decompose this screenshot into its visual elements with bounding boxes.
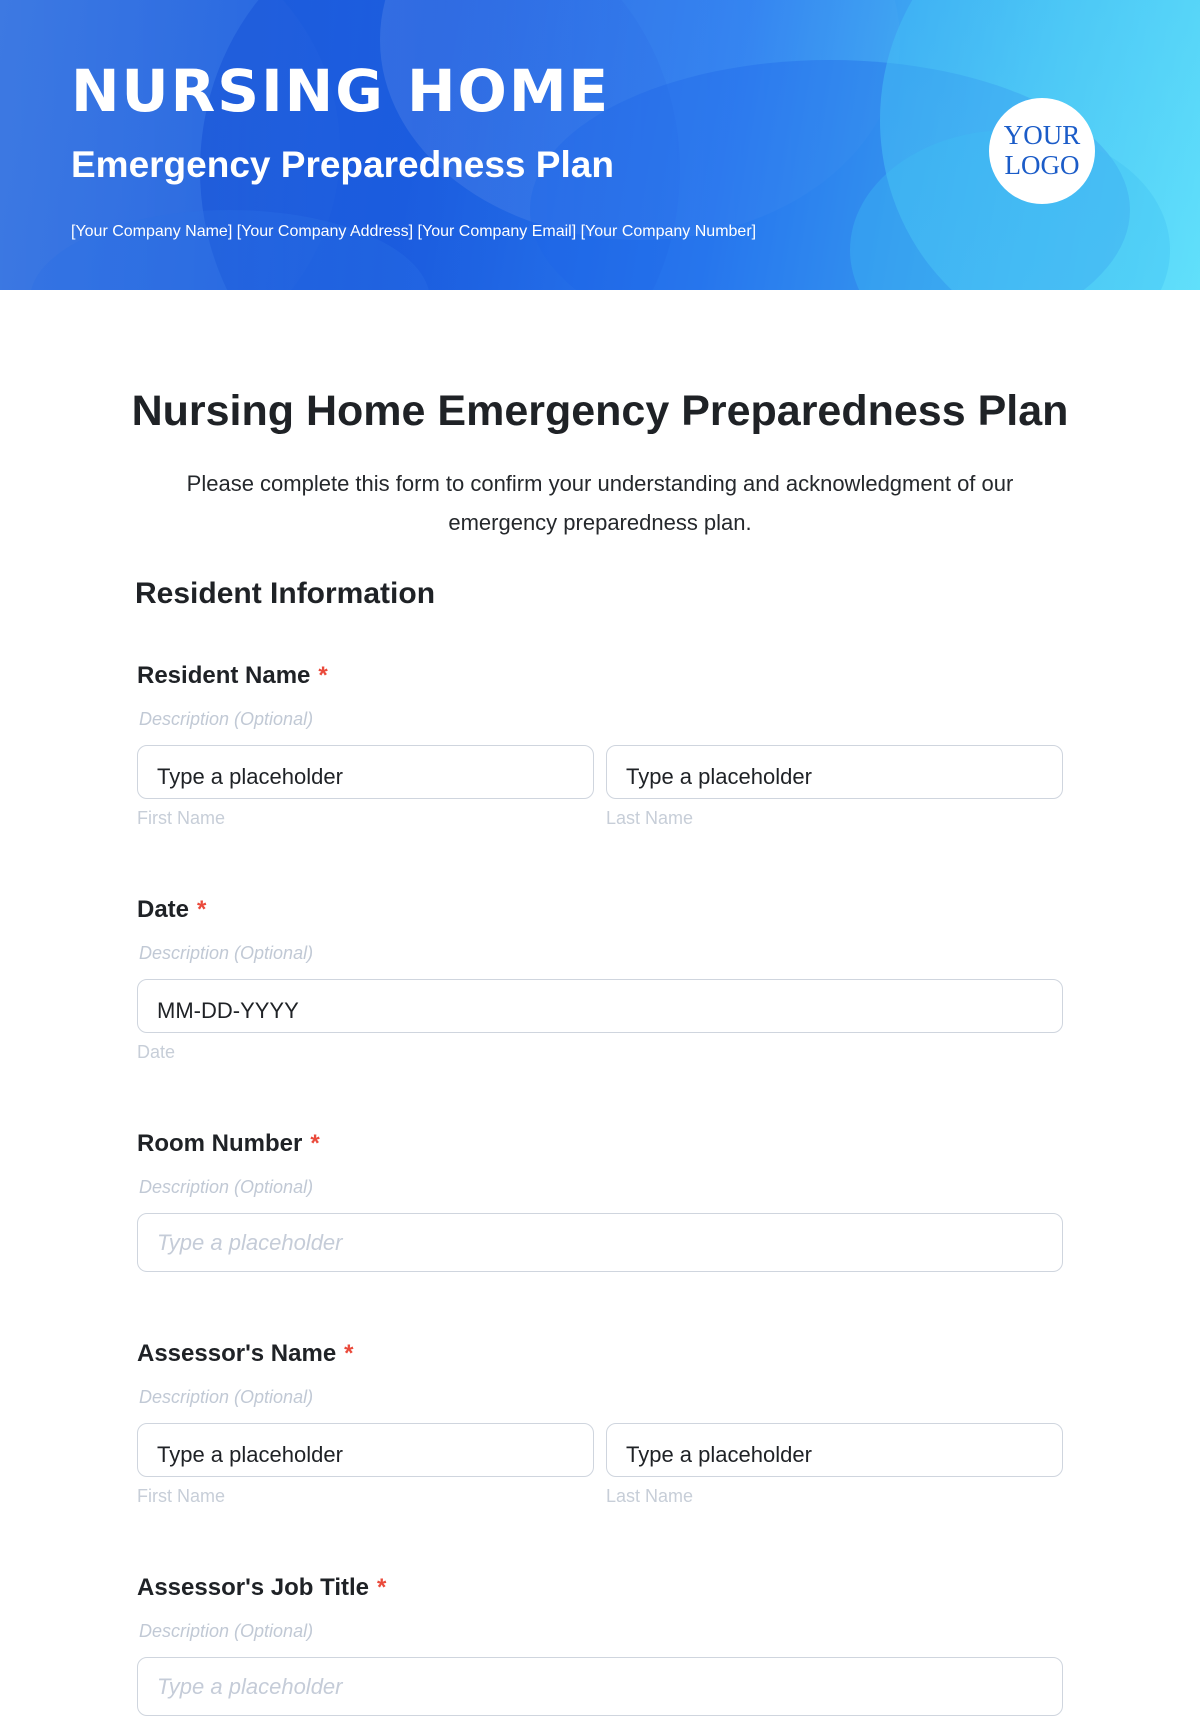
resident-first-name-sublabel: First Name [137,808,226,828]
assessor-job-title-description: Description (Optional) [139,1621,314,1641]
date-description: Description (Optional) [139,943,314,963]
form-intro: Please complete this form to confirm your understanding and acknowledgment of our emergency preparedness plan. [186,471,1014,535]
assessor-job-title-input[interactable] [137,1657,1063,1716]
room-number-placeholder: Type a placeholder [157,1229,343,1255]
assessor-last-name-value: Type a placeholder [626,1442,812,1467]
date-value: MM-DD-YYYY [157,998,299,1023]
required-marker: * [310,1130,320,1157]
assessor-job-title-label-text: Assessor's Job Title [137,1574,370,1601]
resident-first-name-input[interactable] [137,745,594,799]
form-title: Nursing Home Emergency Preparedness Plan [131,387,1069,435]
company-logo [989,98,1095,204]
assessor-last-name-input[interactable] [606,1423,1063,1477]
resident-name-label-text: Resident Name [137,662,311,689]
assessor-job-title-label [137,1576,386,1600]
resident-last-name-sublabel: Last Name [606,808,694,828]
date-sublabel: Date [137,1042,176,1062]
logo-text-line1: YOUR [1003,120,1081,151]
room-number-label [137,1132,320,1156]
banner-title: NURSING HOME [71,57,611,125]
resident-first-name-value: Type a placeholder [157,764,343,789]
room-number-description: Description (Optional) [139,1177,314,1197]
assessor-name-description: Description (Optional) [139,1387,314,1407]
room-number-input[interactable] [137,1213,1063,1272]
assessor-first-name-sublabel: First Name [137,1486,226,1506]
assessor-first-name-value: Type a placeholder [157,1442,343,1467]
required-marker: * [344,1340,354,1367]
assessor-name-label [137,1342,354,1366]
date-label-text: Date [137,896,190,923]
date-input[interactable] [137,979,1063,1033]
resident-name-description: Description (Optional) [139,709,314,729]
header-banner [0,0,1200,290]
required-marker: * [318,662,328,689]
company-info: [Your Company Name] [Your Company Address] [Your Company Email] [Your Company Number] [71,223,757,240]
resident-last-name-input[interactable] [606,745,1063,799]
assessor-last-name-sublabel: Last Name [606,1486,694,1506]
date-label [137,898,206,922]
assessor-job-title-placeholder: Type a placeholder [157,1673,343,1699]
resident-name-label [137,664,328,688]
section-heading-resident-information: Resident Information [135,577,436,610]
assessor-first-name-input[interactable] [137,1423,594,1477]
room-number-label-text: Room Number [137,1130,303,1157]
required-marker: * [197,896,207,923]
required-marker: * [377,1574,387,1601]
logo-text-line2: LOGO [1004,150,1080,180]
banner-subtitle: Emergency Preparedness Plan [71,144,614,185]
resident-last-name-value: Type a placeholder [626,764,812,789]
assessor-name-label-text: Assessor's Name [137,1340,337,1367]
